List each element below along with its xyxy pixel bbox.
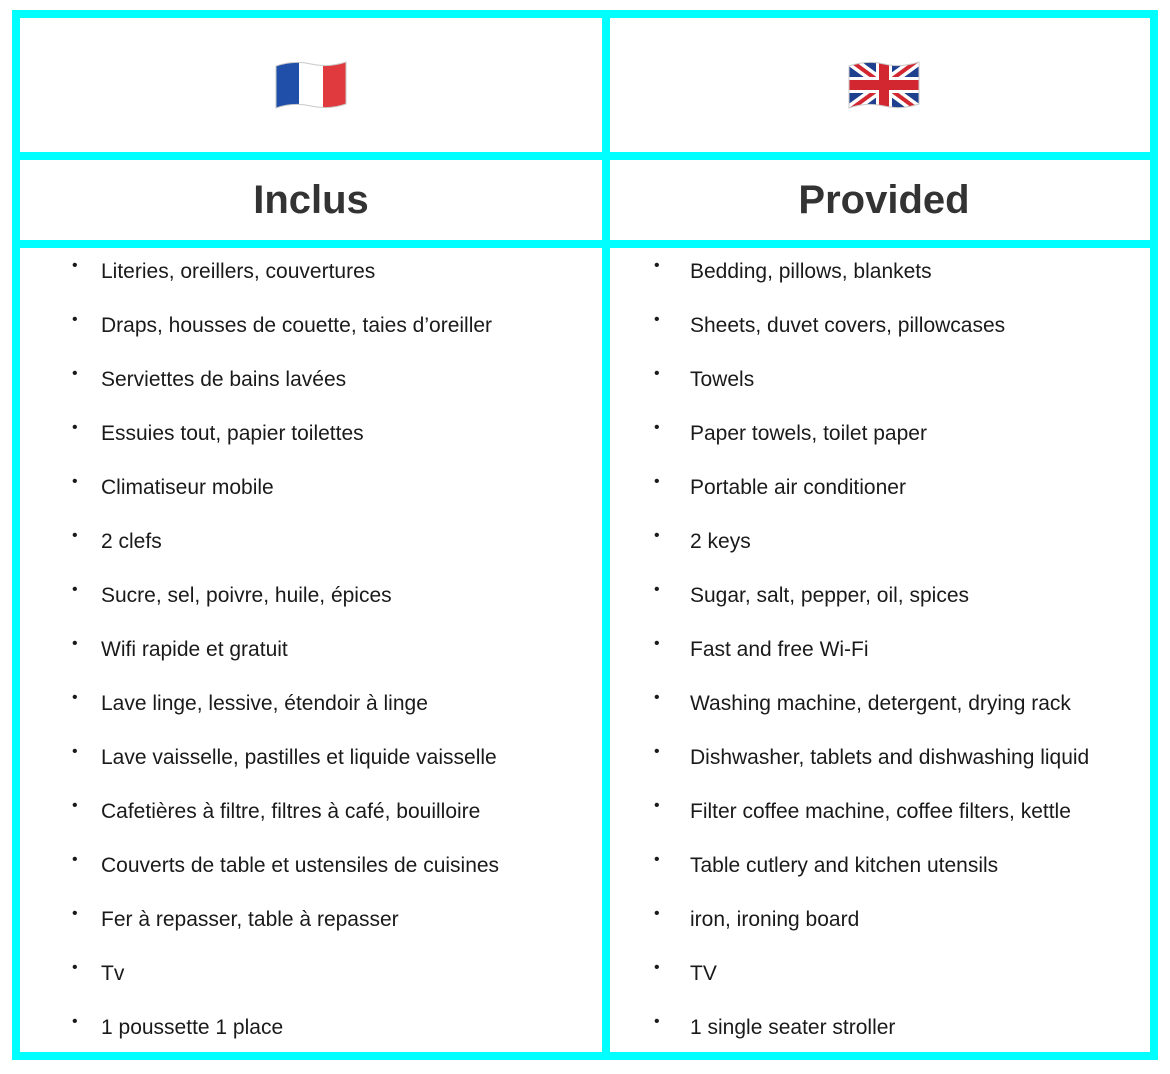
- list-item: [610, 572, 1158, 626]
- item-text: 2 clefs: [101, 530, 162, 553]
- item-text: Wifi rapide et gratuit: [101, 638, 288, 661]
- list-item: [20, 896, 602, 950]
- list-item: [610, 464, 1158, 518]
- item-text: Towels: [690, 368, 755, 391]
- bullet: •: [654, 257, 660, 274]
- bullet: •: [72, 851, 78, 868]
- list-item: [610, 626, 1158, 680]
- list-item: [20, 680, 602, 734]
- item-text: iron, ironing board: [690, 908, 860, 931]
- right-heading-cell: [610, 160, 1158, 240]
- bullet: •: [654, 581, 660, 598]
- item-text: Couverts de table et ustensiles de cuisines: [101, 854, 500, 877]
- bullet: •: [72, 365, 78, 382]
- bullet: •: [654, 797, 660, 814]
- left-items-list: [20, 248, 602, 1058]
- item-text: Lave vaisselle, pastilles et liquide vaisselle: [101, 746, 497, 769]
- list-item: [610, 842, 1158, 896]
- list-item: [20, 518, 602, 572]
- list-item: [610, 410, 1158, 464]
- uk-flag-icon: [847, 58, 921, 112]
- list-item: [610, 248, 1158, 302]
- list-item: [610, 896, 1158, 950]
- france-flag-blue: [274, 58, 299, 112]
- list-item: [20, 410, 602, 464]
- bullet: •: [654, 851, 660, 868]
- bullet: •: [654, 635, 660, 652]
- list-item: [610, 1004, 1158, 1058]
- item-text: Fer à repasser, table à repasser: [101, 908, 399, 931]
- item-text: Sheets, duvet covers, pillowcases: [690, 314, 1006, 337]
- bullet: •: [72, 797, 78, 814]
- bullet: •: [654, 905, 660, 922]
- item-text: Lave linge, lessive, étendoir à linge: [101, 692, 428, 715]
- france-flag-white: [299, 58, 323, 112]
- bullet: •: [72, 311, 78, 328]
- item-text: Fast and free Wi-Fi: [690, 638, 869, 661]
- item-text: Draps, housses de couette, taies d’oreiller: [101, 314, 493, 337]
- list-item: [20, 356, 602, 410]
- list-item: [20, 302, 602, 356]
- item-text: 1 single seater stroller: [690, 1016, 896, 1039]
- bullet: •: [72, 959, 78, 976]
- bullet: •: [654, 365, 660, 382]
- bullet: •: [654, 743, 660, 760]
- item-text: Tv: [101, 962, 125, 985]
- row-divider-2: [20, 240, 1150, 248]
- bullet: •: [72, 743, 78, 760]
- bullet: •: [72, 635, 78, 652]
- bullet: •: [654, 473, 660, 490]
- item-text: Essuies tout, papier toilettes: [101, 422, 364, 445]
- amenities-table: [12, 10, 1158, 1060]
- item-text: 2 keys: [690, 530, 751, 553]
- bullet: •: [654, 311, 660, 328]
- item-text: Washing machine, detergent, drying rack: [690, 692, 1071, 715]
- bullet: •: [72, 1013, 78, 1030]
- france-flag-icon: [274, 58, 348, 112]
- bullet: •: [72, 419, 78, 436]
- left-heading: Inclus: [253, 177, 369, 222]
- item-text: Paper towels, toilet paper: [690, 422, 927, 445]
- bullet: •: [72, 689, 78, 706]
- item-text: Dishwasher, tablets and dishwashing liquid: [690, 746, 1090, 769]
- list-item: [610, 950, 1158, 1004]
- list-item: [20, 788, 602, 842]
- bullet: •: [72, 527, 78, 544]
- left-heading-cell: [20, 160, 602, 240]
- bullet: •: [72, 581, 78, 598]
- right-heading: Provided: [798, 177, 970, 222]
- item-text: TV: [690, 962, 717, 985]
- right-items-list: [610, 248, 1158, 1058]
- list-item: [610, 302, 1158, 356]
- item-text: Filter coffee machine, coffee filters, kettle: [690, 800, 1071, 823]
- bullet: •: [654, 689, 660, 706]
- list-item: [610, 788, 1158, 842]
- item-text: Portable air conditioner: [690, 476, 906, 499]
- bullet: •: [72, 473, 78, 490]
- column-divider: [602, 18, 610, 1052]
- item-text: 1 poussette 1 place: [101, 1016, 284, 1039]
- item-text: Cafetières à filtre, filtres à café, bouilloire: [101, 800, 481, 823]
- bullet: •: [72, 257, 78, 274]
- list-item: [20, 842, 602, 896]
- item-text: Table cutlery and kitchen utensils: [690, 854, 999, 877]
- item-text: Sucre, sel, poivre, huile, épices: [101, 584, 392, 607]
- item-text: Literies, oreillers, couvertures: [101, 260, 376, 283]
- list-item: [20, 950, 602, 1004]
- list-item: [20, 248, 602, 302]
- bullet: •: [72, 905, 78, 922]
- list-item: [20, 572, 602, 626]
- item-text: Bedding, pillows, blankets: [690, 260, 932, 283]
- list-item: [20, 734, 602, 788]
- row-divider-1: [20, 152, 1150, 160]
- list-item: [20, 626, 602, 680]
- item-text: Climatiseur mobile: [101, 476, 274, 499]
- list-item: [20, 464, 602, 518]
- bullet: •: [654, 527, 660, 544]
- list-item: [610, 680, 1158, 734]
- list-item: [610, 356, 1158, 410]
- bullet: •: [654, 419, 660, 436]
- list-item: [20, 1004, 602, 1058]
- bullet: •: [654, 1013, 660, 1030]
- list-item: [610, 734, 1158, 788]
- france-flag-red: [323, 58, 348, 112]
- france-flag-cell: [20, 18, 602, 152]
- uk-flag-cell: [610, 18, 1158, 152]
- item-text: Serviettes de bains lavées: [101, 368, 347, 391]
- bullet: •: [654, 959, 660, 976]
- item-text: Sugar, salt, pepper, oil, spices: [690, 584, 969, 607]
- list-item: [610, 518, 1158, 572]
